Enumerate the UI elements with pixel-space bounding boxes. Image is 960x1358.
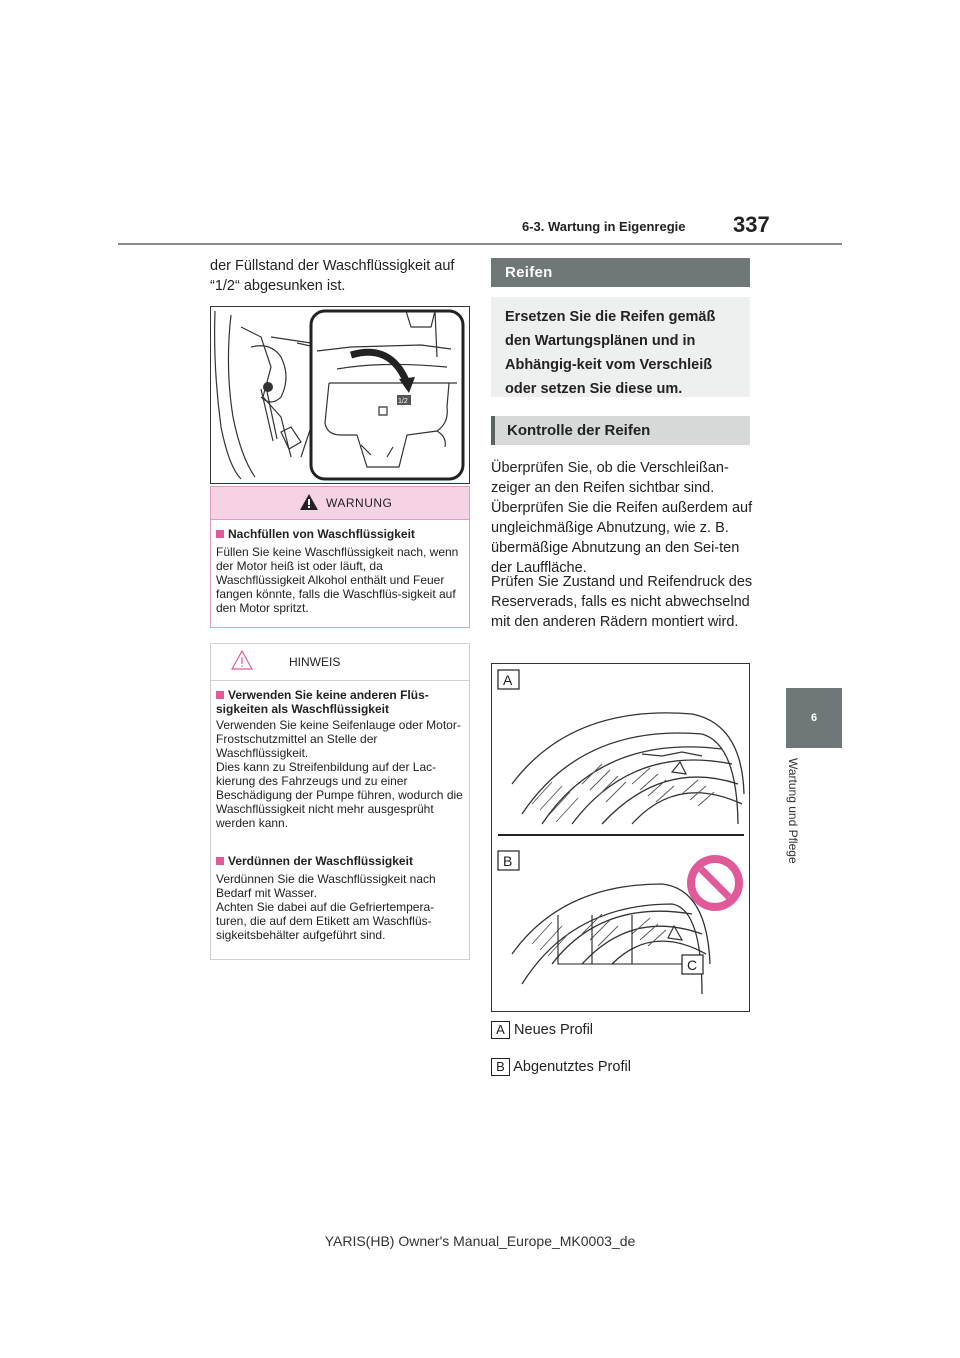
- warning-box: [210, 486, 470, 628]
- page-number: 337: [733, 212, 770, 237]
- chapter-number: 6: [810, 712, 818, 724]
- warning-subtitle: Nachfüllen von Waschflüssigkeit: [216, 527, 464, 541]
- chapter-label: Wartung und Pflege: [786, 758, 800, 864]
- warning-title: WARNUNG: [326, 496, 393, 510]
- warning-text: Füllen Sie keine Waschflüssigkeit nach, wenn der Motor heiß ist oder läuft, da Waschflüssigkeit Alkohol enthält und Feuer fangen könnte, falls die Waschflüs-sigkeit auf den Motor spritzt.: [216, 545, 459, 615]
- tire-check-paragraph-2: Prüfen Sie Zustand und Reifendruck des Reserverads, falls es nicht abwechselnd mit den anderen Rädern montiert wird.: [491, 574, 753, 630]
- note-item-2-text: Verdünnen Sie die Waschflüssigkeit nach Bedarf mit Wasser.: [216, 872, 436, 900]
- warning-triangle-icon: [299, 493, 319, 511]
- note-item-1-text: Verwenden Sie keine Seifenlauge oder Motor-Frostschutzmittel an Stelle der Waschflüssigkeit.: [216, 718, 461, 760]
- legend-text-a: Neues Profil: [514, 1022, 594, 1038]
- summary-box: [491, 297, 750, 397]
- tire-check-paragraph-1: Überprüfen Sie, ob die Verschleißan-zeiger an den Reifen sichtbar sind. Überprüfen Sie die Reifen außerdem auf ungleichmäßige Abnutzung, wie z. B. übermäßige Abnutzung an den Sei-ten der Lauffläche.: [491, 460, 753, 576]
- section-bar-reifen: Reifen: [491, 258, 750, 287]
- note-item-1-text2: Dies kann zu Streifenbildung auf der Lac-kierung des Fahrzeugs und zu einer Beschädigung der Pumpe führen, wodurch die Waschflüssigkeit nicht mehr ausgesprüht werden kann.: [216, 760, 463, 830]
- page-footer: YARIS(HB) Owner's Manual_Europe_MK0003_de: [324, 1233, 636, 1249]
- legend-item-a: [491, 1020, 593, 1040]
- figure-label-b: B: [503, 853, 513, 869]
- caution-triangle-icon: [231, 650, 253, 670]
- warning-header: [211, 487, 469, 520]
- legend-key-b: B: [491, 1058, 510, 1076]
- legend-item-b: [491, 1057, 631, 1077]
- note-item-1-subtitle: Verwenden Sie keine anderen Flüs-sigkeiten als Waschflüssigkeit: [216, 688, 429, 716]
- note-item-2-text2: Achten Sie dabei auf die Gefriertempera-turen, die auf dem Etikett am Waschflüs-sigkeitsbehälter aufgeführt sind.: [216, 900, 435, 942]
- tire-tread-figure: [491, 663, 750, 1012]
- chapter-tab: [786, 688, 842, 748]
- header-rule: [118, 243, 842, 245]
- note-item-2-subtitle: Verdünnen der Waschflüssigkeit: [216, 854, 464, 868]
- tire-tread-illustration: [492, 664, 749, 1011]
- washer-reservoir-figure: [210, 306, 470, 484]
- note-header: [211, 644, 469, 681]
- washer-reservoir-illustration: [211, 307, 469, 483]
- legend-key-a: A: [491, 1021, 510, 1039]
- figure-label-c: C: [687, 957, 698, 973]
- note-title: HINWEIS: [289, 655, 341, 669]
- bullet-square-icon: [216, 857, 224, 865]
- legend-text-b: Abgenutztes Profil: [513, 1059, 631, 1075]
- reservoir-half-mark: 1/2: [398, 398, 408, 405]
- section-bar-kontrolle: Kontrolle der Reifen: [491, 416, 750, 445]
- intro-text: der Füllstand der Waschflüssigkeit auf “1/2“ abgesunken ist.: [210, 258, 455, 294]
- bullet-square-icon: [216, 691, 224, 699]
- bullet-square-icon: [216, 530, 224, 538]
- section-title: 6-3. Wartung in Eigenregie: [522, 219, 686, 234]
- summary-text: Ersetzen Sie die Reifen gemäß den Wartungsplänen und in Abhängig-keit vom Verschleiß oder setzen Sie diese um.: [505, 309, 716, 397]
- note-box: [210, 643, 470, 960]
- figure-label-a: A: [503, 672, 513, 688]
